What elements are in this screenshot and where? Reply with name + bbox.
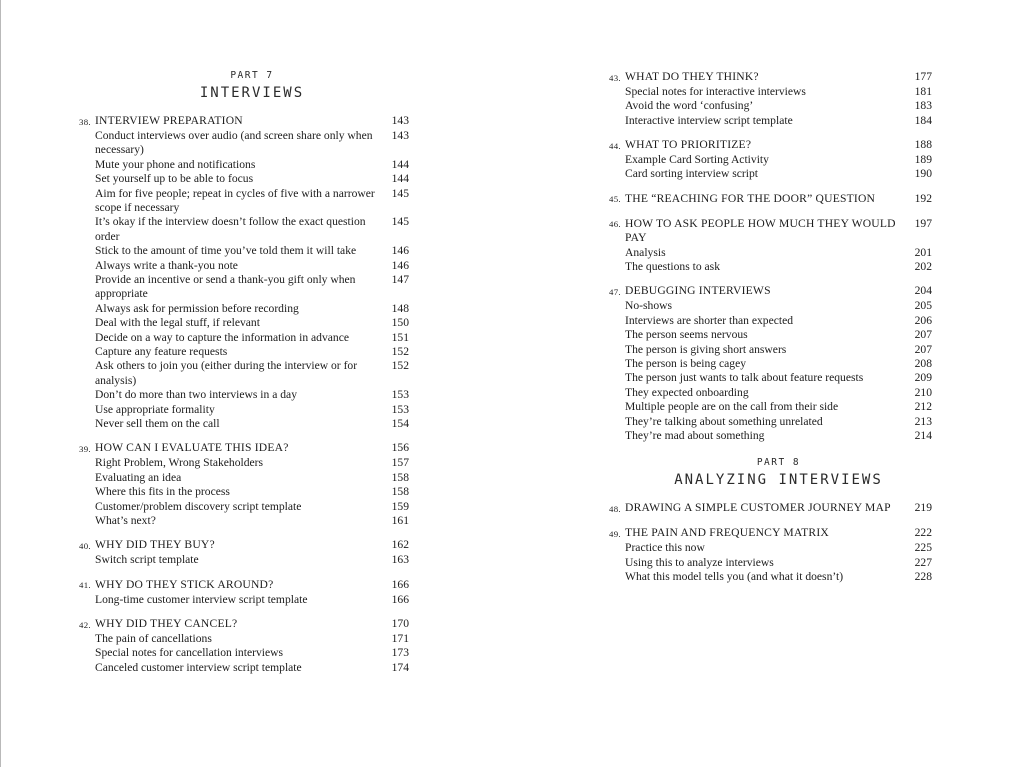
sub-entry-title: Stick to the amount of time you’ve told them it will take xyxy=(95,244,357,258)
sub-entry-page-number: 212 xyxy=(914,400,932,414)
part-title: INTERVIEWS xyxy=(199,85,305,101)
chapter-title: DRAWING A SIMPLE CUSTOMER JOURNEY MAP xyxy=(625,501,891,515)
toc-sub-entry[interactable] xyxy=(79,514,409,528)
part-header xyxy=(79,70,409,102)
chapter-title: WHY DO THEY STICK AROUND? xyxy=(95,577,274,591)
sub-entry-title: They’re talking about something unrelated xyxy=(625,414,823,428)
sub-entry-page-number: 228 xyxy=(914,569,932,583)
toc-sub-entry[interactable] xyxy=(609,429,932,443)
sub-entry-page-number: 152 xyxy=(391,359,409,373)
chapter-number: 45. xyxy=(609,194,621,205)
chapter-block xyxy=(609,138,932,182)
toc-sub-entry[interactable] xyxy=(609,400,932,414)
sub-entry-page-number: 208 xyxy=(914,356,932,370)
chapter-title: HOW CAN I EVALUATE THIS IDEA? xyxy=(95,441,289,455)
toc-sub-entry[interactable] xyxy=(79,417,409,431)
sub-entry-page-number: 205 xyxy=(914,299,932,313)
chapter-entry[interactable] xyxy=(79,578,409,593)
sub-entry-title: Aim for five people; repeat in cycles of five with a narrower scope if necessary xyxy=(95,186,375,214)
sub-entry-title: Customer/problem discovery script template xyxy=(95,499,302,513)
toc-sub-entry[interactable] xyxy=(79,593,409,607)
sub-entry-page-number: 157 xyxy=(391,456,409,470)
toc-sub-entry[interactable] xyxy=(609,167,932,181)
sub-entry-page-number: 189 xyxy=(914,153,932,167)
sub-entry-title: Card sorting interview script xyxy=(625,167,758,181)
chapter-block xyxy=(79,578,409,607)
sub-entry-title: Evaluating an idea xyxy=(95,470,182,484)
chapter-page-number: 177 xyxy=(914,70,932,83)
chapter-number: 43. xyxy=(609,72,621,83)
sub-entry-page-number: 150 xyxy=(391,316,409,330)
sub-entry-page-number: 173 xyxy=(391,646,409,660)
sub-entry-title: What this model tells you (and what it doesn’t) xyxy=(625,569,844,583)
toc-sub-entry[interactable] xyxy=(609,357,932,371)
sub-entry-title: Avoid the word ‘confusing’ xyxy=(625,99,754,113)
part-kicker: PART 7 xyxy=(230,70,274,81)
toc-sub-entry[interactable] xyxy=(609,314,932,328)
toc-column-left xyxy=(79,70,409,675)
sub-entry-title: The person is being cagey xyxy=(625,356,747,370)
toc-sub-entry[interactable] xyxy=(609,386,932,400)
toc-sub-entry[interactable] xyxy=(79,158,409,172)
chapter-page-number: 156 xyxy=(391,441,409,455)
part-kicker: PART 8 xyxy=(756,457,801,469)
sub-entry-page-number: 213 xyxy=(914,414,932,428)
sub-entry-title: Mute your phone and notifications xyxy=(95,157,256,171)
sub-entry-page-number: 190 xyxy=(914,167,932,181)
chapter-entry[interactable] xyxy=(609,526,932,541)
sub-entry-title: The person seems nervous xyxy=(625,328,748,342)
toc-sub-entry[interactable] xyxy=(79,316,409,330)
chapter-title: INTERVIEW PREPARATION xyxy=(95,114,243,127)
chapter-block xyxy=(609,501,932,516)
chapter-entry[interactable] xyxy=(609,192,932,207)
toc-sub-entry[interactable] xyxy=(609,415,932,429)
sub-entry-page-number: 163 xyxy=(391,553,409,567)
toc-sub-entry[interactable] xyxy=(609,114,932,128)
chapter-entry[interactable] xyxy=(609,217,932,246)
toc-sub-entry[interactable] xyxy=(79,661,409,675)
toc-sub-entry[interactable] xyxy=(609,556,932,570)
part-header xyxy=(609,457,932,489)
toc-sub-entry[interactable] xyxy=(79,500,409,514)
toc-sub-entry[interactable] xyxy=(609,260,932,274)
toc-sub-entry[interactable] xyxy=(79,485,409,499)
chapter-number: 38. xyxy=(79,116,91,127)
chapter-entry[interactable] xyxy=(609,501,932,516)
sub-entry-page-number: 207 xyxy=(914,342,932,356)
sub-entry-title: Ask others to join you (either during the interview or for analysis) xyxy=(95,359,358,387)
sub-entry-page-number: 183 xyxy=(914,99,932,113)
sub-entry-page-number: 181 xyxy=(914,84,932,98)
chapter-block xyxy=(79,538,409,567)
sub-entry-page-number: 166 xyxy=(391,592,409,606)
chapter-block xyxy=(609,217,932,275)
sub-entry-page-number: 146 xyxy=(391,258,409,272)
toc-sub-entry[interactable] xyxy=(609,85,932,99)
toc-sub-entry[interactable] xyxy=(609,99,932,113)
toc-sub-entry[interactable] xyxy=(609,153,932,167)
toc-sub-entry[interactable] xyxy=(79,244,409,258)
sub-entry-title: Never sell them on the call xyxy=(95,417,220,431)
toc-sub-entry[interactable] xyxy=(79,388,409,402)
chapter-title: WHY DID THEY BUY? xyxy=(95,538,215,552)
sub-entry-title: Long-time customer interview script template xyxy=(95,592,308,606)
toc-sub-entry[interactable] xyxy=(609,371,932,385)
toc-sub-entry[interactable] xyxy=(79,187,409,216)
toc-sub-entry[interactable] xyxy=(79,553,409,567)
chapter-block xyxy=(609,70,932,128)
sub-entry-page-number: 144 xyxy=(391,157,409,171)
toc-sub-entry[interactable] xyxy=(79,172,409,186)
sub-entry-title: Use appropriate formality xyxy=(95,402,215,416)
chapter-entry[interactable] xyxy=(609,284,932,299)
chapter-number: 48. xyxy=(609,503,621,514)
part-title: ANALYZING INTERVIEWS xyxy=(674,472,883,489)
sub-entry-page-number: 143 xyxy=(391,128,409,142)
chapter-number: 49. xyxy=(609,528,621,539)
chapter-number: 46. xyxy=(609,219,621,230)
sub-entry-title: Analysis xyxy=(625,245,666,259)
sub-entry-page-number: 161 xyxy=(391,513,409,527)
sub-entry-page-number: 210 xyxy=(914,385,932,399)
toc-sub-entry[interactable] xyxy=(79,273,409,302)
sub-entry-title: Interactive interview script template xyxy=(625,113,793,127)
chapter-page-number: 192 xyxy=(914,191,932,205)
sub-entry-page-number: 144 xyxy=(391,172,409,186)
sub-entry-title: Decide on a way to capture the information in advance xyxy=(95,330,349,344)
sub-entry-title: Canceled customer interview script template xyxy=(95,660,302,674)
sub-entry-page-number: 152 xyxy=(391,345,409,358)
chapter-entry[interactable] xyxy=(79,617,409,632)
chapter-entry[interactable] xyxy=(609,138,932,153)
sub-entry-page-number: 153 xyxy=(391,388,409,402)
toc-sub-entry[interactable] xyxy=(79,632,409,646)
sub-entry-title: Don’t do more than two interviews in a day xyxy=(95,388,297,402)
chapter-number: 44. xyxy=(609,140,621,151)
sub-entry-page-number: 207 xyxy=(914,328,932,342)
sub-entry-page-number: 158 xyxy=(391,485,409,499)
sub-entry-title: Using this to analyze interviews xyxy=(625,555,774,569)
sub-entry-page-number: 227 xyxy=(914,555,932,569)
chapter-page-number: 166 xyxy=(391,577,409,591)
sub-entry-page-number: 201 xyxy=(914,245,932,259)
chapter-block xyxy=(79,617,409,675)
toc-sub-entry[interactable] xyxy=(609,299,932,313)
toc-sub-entry[interactable] xyxy=(609,328,932,342)
sub-entry-title: The person is giving short answers xyxy=(625,342,787,356)
toc-sub-entry[interactable] xyxy=(79,259,409,273)
sub-entry-title: Switch script template xyxy=(95,553,199,567)
chapter-number: 42. xyxy=(79,619,91,630)
sub-entry-page-number: 214 xyxy=(914,428,932,442)
toc-sub-entry[interactable] xyxy=(79,471,409,485)
toc-sub-entry[interactable] xyxy=(609,343,932,357)
sub-entry-title: They expected onboarding xyxy=(625,385,749,399)
sub-entry-title: Always ask for permission before recording xyxy=(95,301,299,315)
chapter-title: THE “REACHING FOR THE DOOR” QUESTION xyxy=(625,191,876,205)
sub-entry-page-number: 159 xyxy=(391,499,409,513)
sub-entry-page-number: 184 xyxy=(914,113,932,127)
chapter-number: 47. xyxy=(609,286,621,297)
chapter-page-number: 197 xyxy=(914,216,932,230)
chapter-number: 40. xyxy=(79,540,91,551)
sub-entry-title: Deal with the legal stuff, if relevant xyxy=(95,316,260,330)
sub-entry-title: Conduct interviews over audio (and screen share only when necessary) xyxy=(95,128,373,157)
toc-sub-entry[interactable] xyxy=(79,302,409,316)
sub-entry-title: Special notes for interactive interviews xyxy=(625,84,806,98)
sub-entry-title: Provide an incentive or send a thank-you gift only when appropriate xyxy=(95,272,356,301)
sub-entry-title: Right Problem, Wrong Stakeholders xyxy=(95,456,264,470)
toc-sub-entry[interactable] xyxy=(79,359,409,388)
chapter-block xyxy=(609,526,932,584)
chapter-page-number: 222 xyxy=(914,526,932,540)
sub-entry-page-number: 148 xyxy=(391,301,409,315)
chapter-page-number: 204 xyxy=(914,284,932,298)
toc-sub-entry[interactable] xyxy=(79,403,409,417)
sub-entry-title: The pain of cancellations xyxy=(95,631,212,645)
chapter-page-number: 162 xyxy=(391,538,409,552)
toc-sub-entry[interactable] xyxy=(609,541,932,555)
sub-entry-title: The person just wants to talk about feature requests xyxy=(625,371,864,385)
toc-sub-entry[interactable] xyxy=(79,646,409,660)
sub-entry-title: Where this fits in the process xyxy=(95,485,230,499)
sub-entry-page-number: 171 xyxy=(391,631,409,645)
chapter-page-number: 188 xyxy=(914,138,932,152)
chapter-title: HOW TO ASK PEOPLE HOW MUCH THEY WOULD PAY xyxy=(625,216,896,245)
sub-entry-page-number: 225 xyxy=(914,541,932,555)
chapter-page-number: 143 xyxy=(391,114,409,127)
toc-column-right xyxy=(609,70,932,584)
chapter-number: 39. xyxy=(79,443,91,454)
chapter-entry[interactable] xyxy=(79,441,409,456)
chapter-entry[interactable] xyxy=(79,538,409,553)
chapter-block xyxy=(79,441,409,528)
toc-sub-entry[interactable] xyxy=(79,345,409,359)
sub-entry-page-number: 145 xyxy=(391,215,409,229)
toc-sub-entry[interactable] xyxy=(609,570,932,584)
chapter-title: WHAT DO THEY THINK? xyxy=(625,70,759,83)
sub-entry-title: No-shows xyxy=(625,299,673,313)
chapter-entry[interactable] xyxy=(609,70,932,85)
sub-entry-page-number: 206 xyxy=(914,313,932,327)
sub-entry-title: Multiple people are on the call from their side xyxy=(625,400,839,414)
chapter-number: 41. xyxy=(79,580,91,591)
chapter-block xyxy=(609,192,932,207)
sub-entry-page-number: 202 xyxy=(914,259,932,273)
sub-entry-page-number: 154 xyxy=(391,417,409,431)
chapter-page-number: 170 xyxy=(391,617,409,630)
sub-entry-title: Interviews are shorter than expected xyxy=(625,313,794,327)
sub-entry-title: It’s okay if the interview doesn’t follow the exact question order xyxy=(95,215,366,243)
sub-entry-title: They’re mad about something xyxy=(625,428,765,442)
sub-entry-title: The questions to ask xyxy=(625,259,720,273)
chapter-block xyxy=(609,284,932,443)
sub-entry-title: Always write a thank-you note xyxy=(95,258,238,272)
sub-entry-title: Practice this now xyxy=(625,541,705,555)
sub-entry-page-number: 153 xyxy=(391,402,409,416)
sub-entry-page-number: 146 xyxy=(391,244,409,258)
sub-entry-title: Special notes for cancellation interviews xyxy=(95,646,284,660)
chapter-title: WHY DID THEY CANCEL? xyxy=(95,617,238,630)
chapter-block xyxy=(79,114,409,431)
chapter-title: THE PAIN AND FREQUENCY MATRIX xyxy=(625,526,829,540)
sub-entry-page-number: 147 xyxy=(391,272,409,286)
toc-sub-entry[interactable] xyxy=(79,215,409,244)
sub-entry-title: Example Card Sorting Activity xyxy=(625,153,769,167)
sub-entry-title: Capture any feature requests xyxy=(95,345,228,358)
sub-entry-page-number: 151 xyxy=(391,330,409,344)
sub-entry-page-number: 174 xyxy=(391,660,409,674)
chapter-title: DEBUGGING INTERVIEWS xyxy=(625,284,771,298)
chapter-title: WHAT TO PRIORITIZE? xyxy=(625,138,752,152)
sub-entry-title: Set yourself up to be able to focus xyxy=(95,172,254,186)
sub-entry-page-number: 145 xyxy=(391,186,409,200)
chapter-page-number: 219 xyxy=(914,501,932,515)
toc-sub-entry[interactable] xyxy=(79,331,409,345)
toc-sub-entry[interactable] xyxy=(79,129,409,158)
toc-sub-entry[interactable] xyxy=(79,456,409,470)
sub-entry-page-number: 158 xyxy=(391,470,409,484)
chapter-entry[interactable] xyxy=(79,114,409,129)
toc-sub-entry[interactable] xyxy=(609,246,932,260)
sub-entry-page-number: 209 xyxy=(914,371,932,385)
sub-entry-title: What’s next? xyxy=(95,513,156,527)
